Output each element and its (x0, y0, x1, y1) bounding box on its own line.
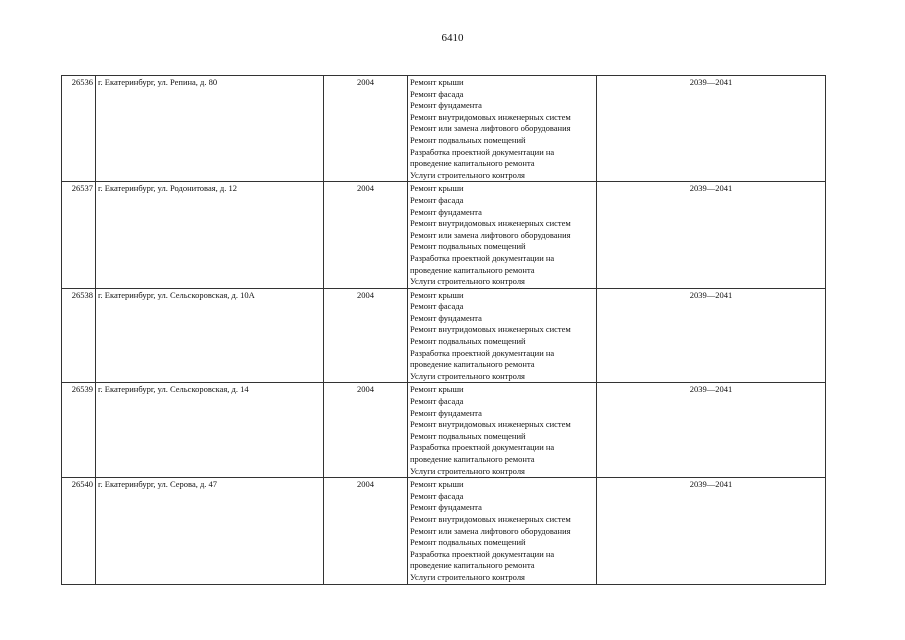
work-item: Ремонт фундамента (410, 502, 482, 513)
work-item: Ремонт фасада (410, 301, 464, 312)
work-item: Ремонт подвальных помещений (410, 241, 526, 252)
work-item: Ремонт фасада (410, 88, 464, 99)
work-item: Ремонт фундамента (410, 206, 482, 217)
period-cell: 2039—2041 (597, 383, 826, 478)
address-cell: г. Екатеринбург, ул. Серова, д. 47 (96, 478, 324, 584)
work-item: проведение капитального ремонта (410, 454, 535, 464)
work-item: Ремонт или замена лифтового оборудования (410, 123, 571, 134)
work-item: Ремонт или замена лифтового оборудования (410, 525, 571, 536)
period-cell: 2039—2041 (597, 182, 826, 288)
work-item: Разработка проектной документации на (410, 347, 555, 358)
work-item: Ремонт внутридомовых инженерных систем (410, 513, 571, 524)
works-cell (408, 288, 597, 383)
work-item: Ремонт фундамента (410, 407, 482, 418)
year-cell: 2004 (324, 76, 408, 182)
work-item: Ремонт подвальных помещений (410, 134, 526, 145)
work-item: проведение капитального ремонта (410, 359, 535, 370)
table-row (62, 383, 826, 478)
work-item: Разработка проектной документации на (410, 548, 555, 559)
year-cell: 2004 (324, 383, 408, 478)
work-item: Ремонт фундамента (410, 312, 482, 323)
table-row (62, 76, 826, 182)
row-number-cell: 26540 (62, 478, 96, 584)
work-item: Услуги строительного контроля (410, 276, 525, 287)
work-item: Ремонт внутридомовых инженерных систем (410, 218, 571, 229)
period-cell: 2039—2041 (597, 76, 826, 182)
work-item: Разработка проектной документации на (410, 146, 555, 157)
page-number: 6410 (441, 32, 464, 44)
repair-program-table (61, 75, 826, 585)
address-cell: г. Екатеринбург, ул. Репина, д. 80 (96, 76, 324, 182)
table-body (62, 76, 826, 585)
row-number-cell: 26536 (62, 76, 96, 182)
row-number-cell: 26538 (62, 288, 96, 383)
year-cell: 2004 (324, 288, 408, 383)
work-item: Ремонт подвальных помещений (410, 430, 526, 441)
address-cell: г. Екатеринбург, ул. Родонитовая, д. 12 (96, 182, 324, 288)
work-item: Ремонт подвальных помещений (410, 537, 526, 548)
works-cell (408, 383, 597, 478)
year-cell: 2004 (324, 182, 408, 288)
work-item: Услуги строительного контроля (410, 465, 525, 476)
work-item: Ремонт фасада (410, 396, 464, 407)
work-item: Ремонт крыши (410, 479, 464, 490)
period-cell: 2039—2041 (597, 478, 826, 584)
work-item: Ремонт внутридомовых инженерных систем (410, 324, 571, 335)
works-cell (408, 76, 597, 182)
work-item: Ремонт фасада (410, 194, 464, 205)
row-number-cell: 26539 (62, 383, 96, 478)
period-cell: 2039—2041 (597, 288, 826, 383)
table-row (62, 478, 826, 584)
table-row (62, 182, 826, 288)
work-item: Услуги строительного контроля (410, 169, 525, 180)
work-item: Разработка проектной документации на (410, 252, 555, 263)
work-item: Ремонт фасада (410, 490, 464, 501)
row-number-cell: 26537 (62, 182, 96, 288)
work-item: Ремонт крыши (410, 183, 464, 194)
work-item: Разработка проектной документации на (410, 442, 555, 453)
work-item: Ремонт внутридомовых инженерных систем (410, 111, 571, 122)
works-cell (408, 182, 597, 288)
work-item: Ремонт фундамента (410, 100, 482, 111)
work-item: Ремонт крыши (410, 289, 464, 300)
work-item: Услуги строительного контроля (410, 370, 525, 381)
work-item: проведение капитального ремонта (410, 264, 535, 275)
table-row (62, 288, 826, 383)
work-item: Ремонт крыши (410, 384, 464, 395)
work-item: Ремонт крыши (410, 77, 464, 87)
work-item: Услуги строительного контроля (410, 571, 525, 582)
work-item: проведение капитального ремонта (410, 158, 535, 169)
work-item: проведение капитального ремонта (410, 560, 535, 571)
address-cell: г. Екатеринбург, ул. Сельскоровская, д. 10А (96, 288, 324, 383)
work-item: Ремонт внутридомовых инженерных систем (410, 419, 571, 430)
year-cell: 2004 (324, 478, 408, 584)
address-cell: г. Екатеринбург, ул. Сельскоровская, д. 14 (96, 383, 324, 478)
works-cell (408, 478, 597, 584)
work-item: Ремонт или замена лифтового оборудования (410, 229, 571, 240)
work-item: Ремонт подвальных помещений (410, 336, 526, 347)
